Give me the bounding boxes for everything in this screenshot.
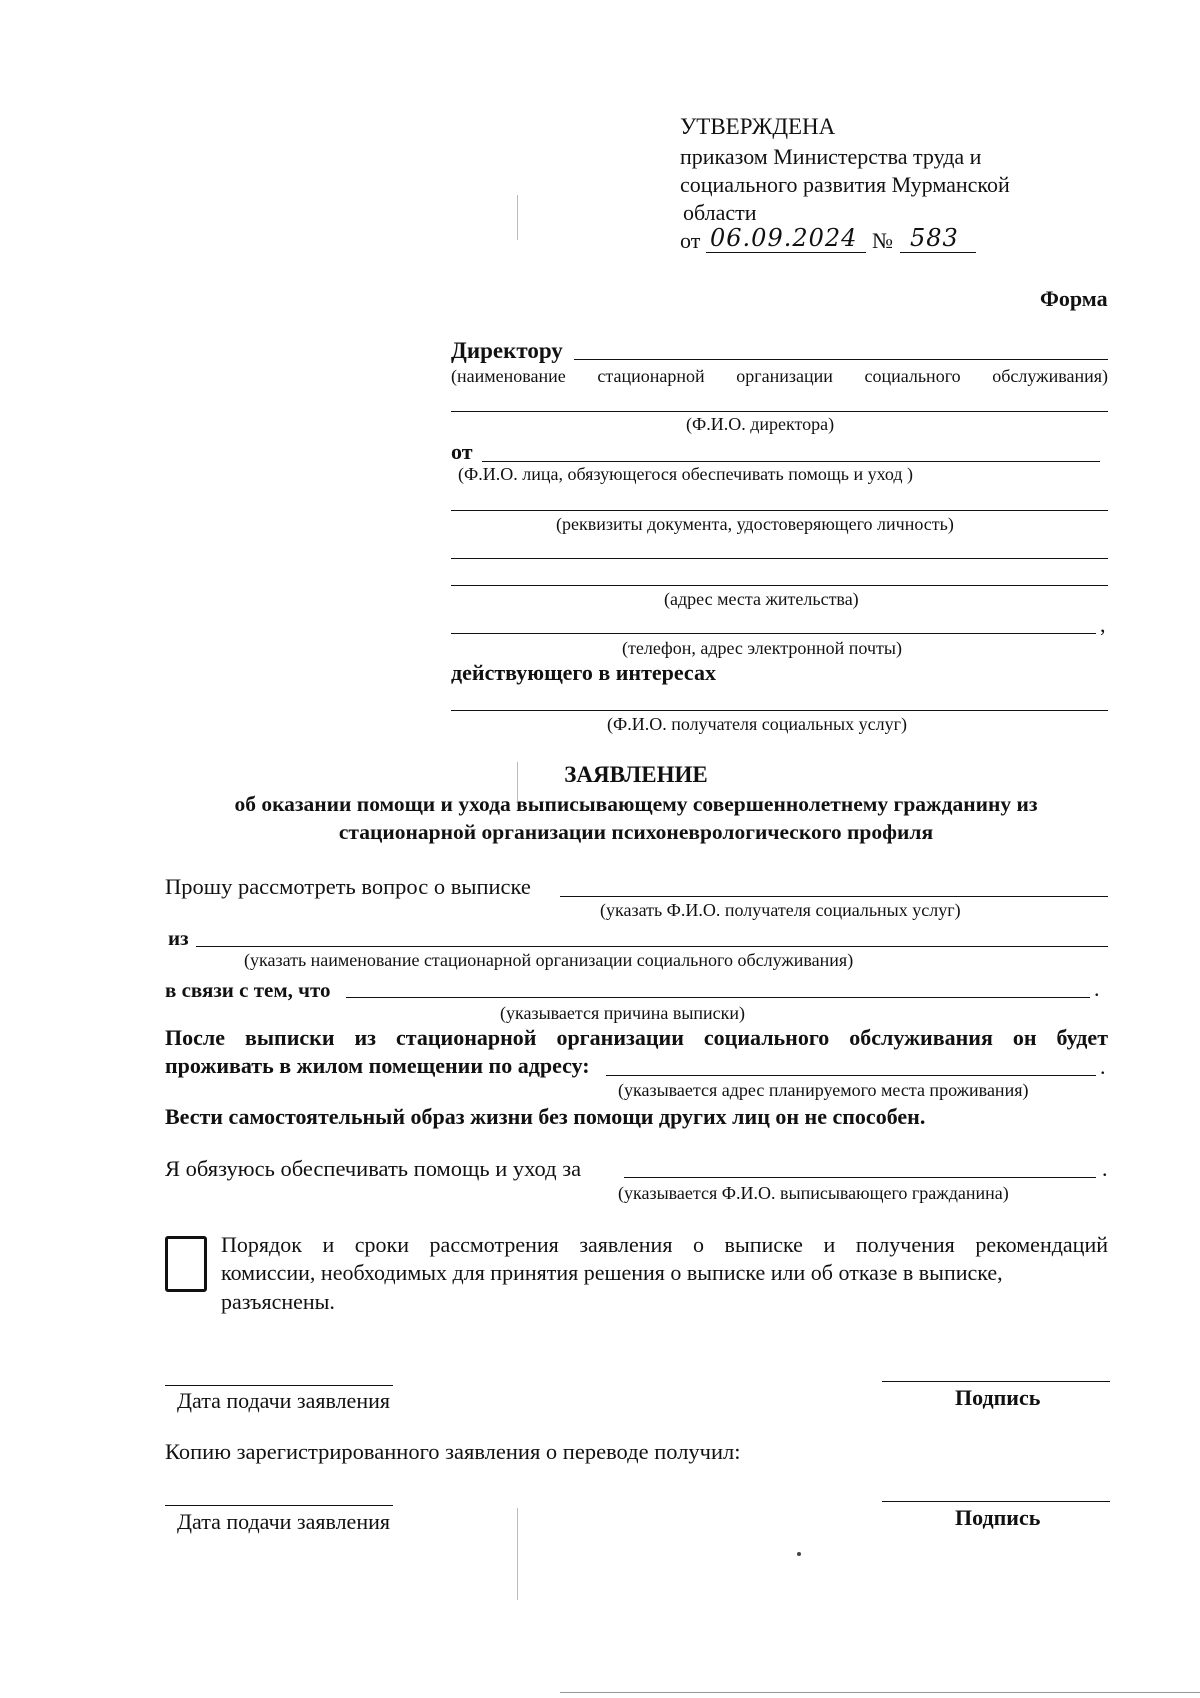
after-hint: (указывается адрес планируемого места проживания)	[618, 1080, 1029, 1100]
notice-line-3: разъяснены.	[221, 1289, 335, 1314]
scan-artifact	[517, 1508, 518, 1600]
approval-line-2: социального развития Мурманской	[680, 172, 1010, 197]
address-hint: (адрес места жительства)	[664, 589, 859, 609]
after-address-line[interactable]	[606, 1075, 1096, 1076]
from-label: от	[451, 439, 473, 464]
from-org-hint: (указать наименование стационарной организации социального обслуживания)	[244, 950, 854, 970]
oblige-hint: (указывается Ф.И.О. выписывающего гражданина)	[618, 1183, 1009, 1203]
date-line-1[interactable]	[165, 1385, 393, 1386]
request-label: Прошу рассмотреть вопрос о выписке	[165, 874, 531, 899]
director-field-line[interactable]	[574, 359, 1108, 360]
address-line-2[interactable]	[451, 585, 1108, 586]
from-org-line[interactable]	[196, 946, 1108, 947]
signature-label-1: Подпись	[955, 1385, 1041, 1410]
date-label-1: Дата подачи заявления	[177, 1388, 390, 1413]
title-main: ЗАЯВЛЕНИЕ	[564, 762, 708, 787]
scan-speck	[797, 1552, 801, 1556]
oblige-line[interactable]	[624, 1177, 1096, 1178]
from-field-line[interactable]	[482, 461, 1100, 462]
address-line-1[interactable]	[451, 558, 1108, 559]
contact-line[interactable]	[451, 633, 1096, 634]
director-fio-line[interactable]	[451, 411, 1108, 412]
acting-label: действующего в интересах	[451, 660, 716, 685]
signature-line-2[interactable]	[882, 1501, 1110, 1502]
after-line-2: проживать в жилом помещении по адресу:	[165, 1053, 590, 1078]
reason-label: в связи с тем, что	[165, 978, 331, 1002]
recipient-line[interactable]	[451, 710, 1108, 711]
signature-line-1[interactable]	[882, 1381, 1110, 1382]
from-org-label: из	[168, 926, 189, 950]
id-doc-hint: (реквизиты документа, удостоверяющего личность)	[556, 514, 954, 534]
contact-hint: (телефон, адрес электронной почты)	[622, 638, 902, 658]
after-end: .	[1100, 1054, 1106, 1079]
director-fio-hint: (Ф.И.О. директора)	[686, 414, 835, 434]
approval-number-prefix: №	[872, 228, 893, 253]
reason-end: .	[1094, 976, 1100, 1001]
director-label: Директору	[451, 338, 563, 363]
reason-line[interactable]	[346, 997, 1090, 998]
director-hint: (наименование стационарной организации социального обслуживания)	[451, 366, 1108, 386]
oblige-label: Я обязуюсь обеспечивать помощь и уход за	[165, 1156, 582, 1181]
approval-date-value: 06.09.2024	[710, 224, 858, 252]
approval-number-value: 583	[910, 224, 959, 252]
approval-line-3: области	[683, 200, 757, 225]
notice-line-1: Порядок и сроки рассмотрения заявления о выписке и получения рекомендаций	[221, 1232, 1108, 1257]
id-doc-line[interactable]	[451, 510, 1108, 511]
contact-comma: ,	[1100, 612, 1106, 637]
date-label-2: Дата подачи заявления	[177, 1509, 390, 1534]
scan-artifact	[517, 195, 518, 240]
after-line-1: После выписки из стационарной организации социального обслуживания он будет	[165, 1025, 1108, 1050]
recipient-hint: (Ф.И.О. получателя социальных услуг)	[607, 714, 907, 734]
title-sub-1: об оказании помощи и ухода выписывающему совершеннолетнему гражданину из	[234, 792, 1038, 816]
approval-line-1: приказом Министерства труда и	[680, 144, 982, 169]
request-field-line[interactable]	[560, 896, 1108, 897]
signature-label-2: Подпись	[955, 1505, 1041, 1530]
approval-heading: УТВЕРЖДЕНА	[680, 114, 836, 139]
title-sub-2: стационарной организации психоневрологического профиля	[338, 820, 934, 844]
form-label: Форма	[1040, 286, 1108, 311]
scan-edge-line	[560, 1692, 1200, 1693]
scan-artifact	[517, 762, 518, 802]
approval-date-prefix: от	[680, 228, 701, 253]
unable-statement: Вести самостоятельный образ жизни без помощи других лиц он не способен.	[165, 1104, 926, 1129]
notice-line-2: комиссии, необходимых для принятия решения о выписке или об отказе в выписке,	[221, 1260, 1003, 1285]
oblige-end: .	[1102, 1156, 1108, 1181]
notice-checkbox[interactable]	[165, 1236, 207, 1292]
reason-hint: (указывается причина выписки)	[500, 1003, 746, 1023]
from-hint: (Ф.И.О. лица, обязующегося обеспечивать помощь и уход )	[458, 464, 914, 484]
request-hint: (указать Ф.И.О. получателя социальных услуг)	[600, 900, 961, 920]
copy-received-text: Копию зарегистрированного заявления о переводе получил:	[165, 1439, 741, 1464]
date-line-2[interactable]	[165, 1505, 393, 1506]
